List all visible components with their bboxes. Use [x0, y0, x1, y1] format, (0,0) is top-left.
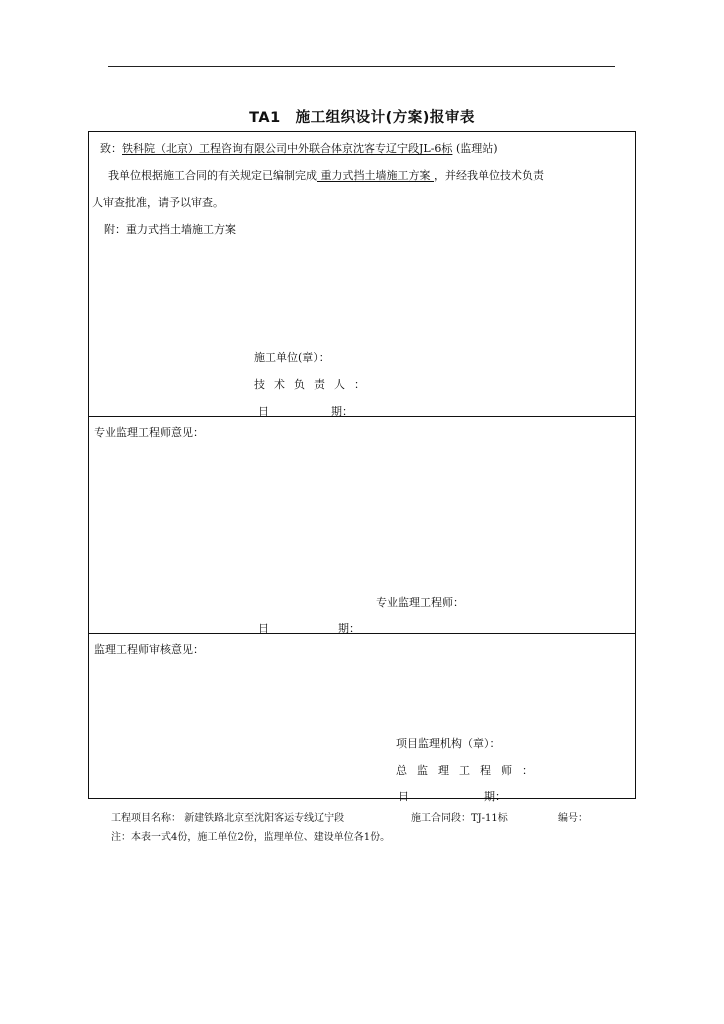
form-title: TA1 施工组织设计(方案)报审表	[249, 110, 475, 126]
serial-number-label: 编号：	[558, 813, 588, 824]
addressee-org: 铁科院（北京）工程咨询有限公司中外联合体京沈客专辽宁段JL-6标	[122, 142, 453, 155]
attachment-line: 附：重力式挡土墙施工方案	[104, 223, 236, 236]
date-day-label-1: 日	[258, 405, 269, 418]
project-name-value: 新建铁路北京至沈阳客运专线辽宁段	[184, 813, 345, 824]
project-name-label: 工程项目名称：	[111, 813, 181, 824]
addressee-suffix: (监理站)	[455, 142, 498, 155]
date-day-label-2: 日	[258, 622, 269, 635]
project-name-line	[111, 809, 344, 824]
chief-engineer-label: 总监理工程师：	[396, 764, 543, 777]
body-text-part1: 我单位根据施工合同的有关规定已编制完成	[108, 169, 317, 182]
contract-section-label: 施工合同段：	[411, 813, 471, 824]
specialist-engineer-label: 专业监理工程师：	[376, 596, 464, 609]
body-line-2: 人审查批准，请予以审查。	[92, 196, 224, 209]
section-divider-2	[88, 633, 636, 634]
addressee-prefix: 致：	[100, 142, 122, 155]
body-text-part2: ，并经我单位技术负责	[434, 169, 544, 182]
date-period-label-1: 期：	[331, 405, 353, 418]
contract-section-line	[411, 809, 508, 824]
section-divider-1	[88, 416, 636, 417]
contract-section-value: TJ-11标	[471, 813, 508, 824]
tech-lead-label: 技术负责人：	[254, 378, 374, 391]
construction-unit-label: 施工单位(章）：	[254, 351, 330, 364]
header-rule	[108, 66, 615, 67]
plan-name: 重力式挡土墙施工方案	[317, 169, 434, 182]
footer-note: 注：本表一式4份，施工单位2份，监理单位、建设单位各1份。	[111, 832, 391, 843]
date-period-label-3: 期：	[484, 790, 506, 803]
date-day-label-3: 日	[398, 790, 409, 803]
date-period-label-2: 期：	[338, 622, 360, 635]
review-opinion-heading: 监理工程师审核意见：	[94, 643, 204, 656]
body-line-1	[108, 167, 544, 183]
addressee-line	[100, 140, 498, 156]
project-supervision-org-label: 项目监理机构（章）：	[396, 737, 501, 750]
specialist-opinion-heading: 专业监理工程师意见：	[94, 426, 204, 439]
